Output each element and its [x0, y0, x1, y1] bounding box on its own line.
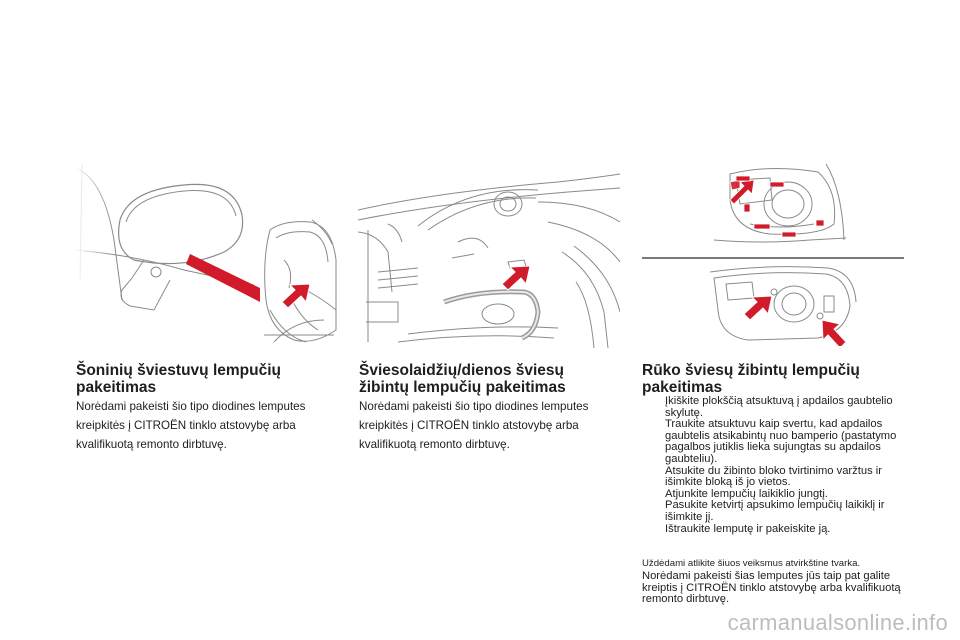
section-2-body: Norėdami pakeisti šio tipo diodines lemputes kreipkitės į CITROËN tinklo atstovybę arba kvalifikuotą remonto dirbtuvę.	[359, 400, 589, 451]
front-bumper-daylight-illustration	[358, 162, 620, 348]
section-1-body: Norėdami pakeisti šio tipo diodines lemputes kreipkitės į CITROËN tinklo atstovybę arba kvalifikuotą remonto dirbtuvę.	[76, 400, 306, 451]
list-item: Traukite atsuktuvu kaip svertu, kad apdailos gaubtelis atsikabintų nuo bamperio (pastatymo pagalbos jutiklis lieka sujungtas su apdailos gaubteliu).	[665, 418, 897, 465]
fog-lamp-unit-screws-illustration	[708, 262, 860, 346]
list-item: Įkiškite plokščią atsuktuvą į apdailos gaubtelio skylutę.	[665, 395, 893, 419]
section-2-title: Šviesolaidžių/dienos šviesų žibintų lempučių pakeitimas	[359, 362, 566, 396]
fog-lamp-steps-list	[642, 396, 906, 535]
reassembly-note: Uždėdami atlikite šiuos veiksmus atvirkštine tvarka.	[642, 558, 861, 569]
section-3-title: Rūko šviesų žibintų lempučių pakeitimas	[642, 362, 860, 396]
list-item: Pasukite ketvirtį apsukimo lempučių laikiklį ir išimkite jį.	[665, 499, 885, 523]
section-1-title: Šoninių šviestuvų lempučių pakeitimas	[76, 362, 281, 396]
list-item: Atjunkite lempučių laikiklio jungtį.	[665, 487, 828, 500]
list-item: Atsukite du žibinto bloko tvirtinimo varžtus ir išimkite bloką iš jo vietos.	[665, 464, 882, 489]
section-3-divider	[642, 257, 904, 259]
list-item: Ištraukite lemputę ir pakeiskite ją.	[665, 522, 831, 535]
dealer-note: Norėdami pakeisti šias lemputes jūs taip pat galite kreiptis į CITROËN tinklo atstovybę arba kvalifikuotą remonto dirbtuvę.	[642, 570, 901, 606]
fog-lamp-trim-removal-illustration	[710, 160, 850, 252]
side-mirror-indicator-illustration	[74, 160, 340, 350]
watermark-text: carmanualsonline.info	[727, 610, 948, 635]
